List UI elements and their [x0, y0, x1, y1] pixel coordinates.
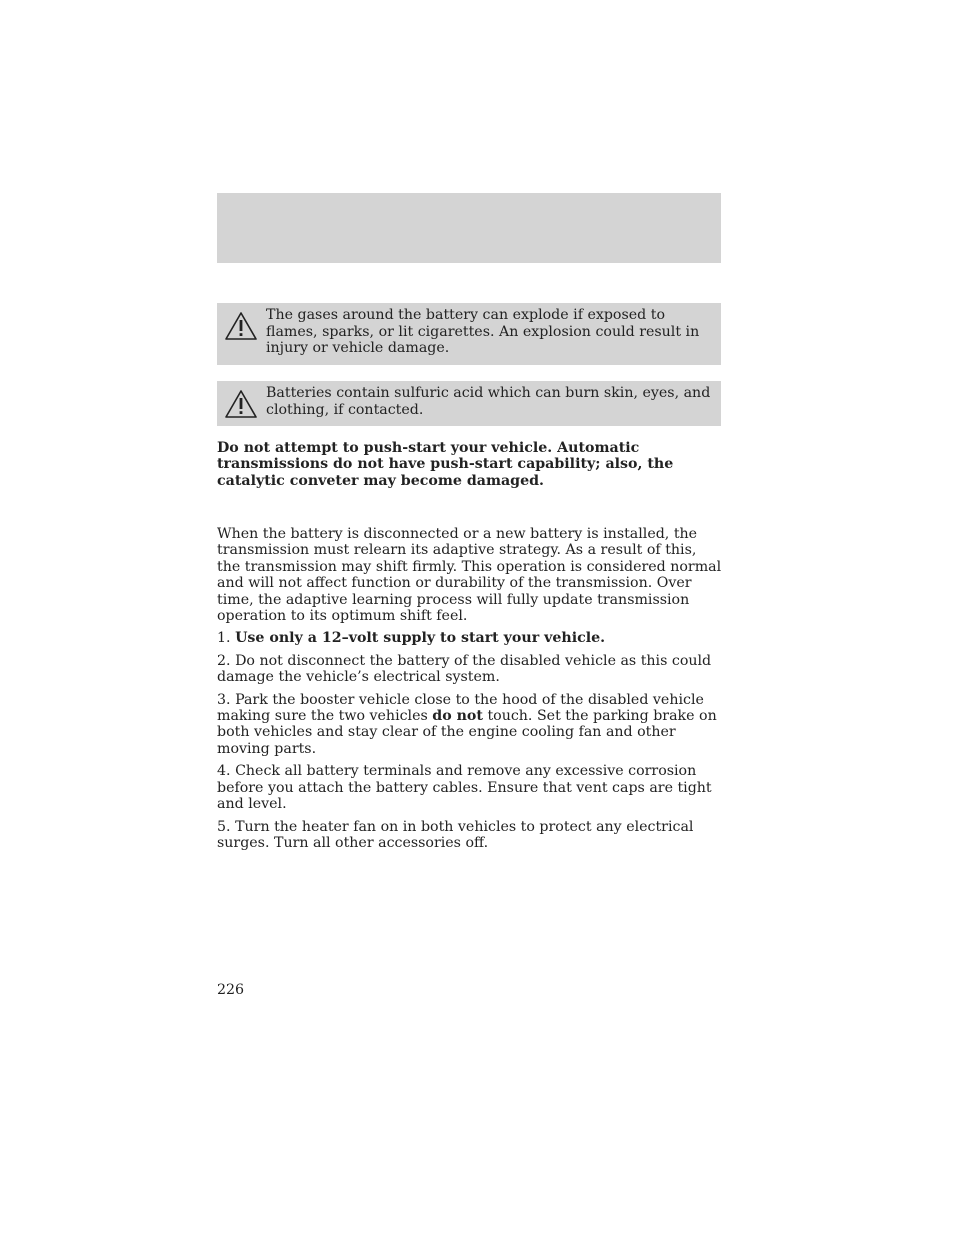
- page-number: 226: [217, 982, 245, 998]
- step-number: 2.: [217, 652, 231, 669]
- step-number: 5.: [217, 818, 231, 835]
- step-text: Do not disconnect the battery of the disabled vehicle as this could damage the vehicle’s electrical system.: [217, 652, 712, 686]
- step-5: [217, 819, 723, 852]
- step-text: Check all battery terminals and remove any excessive corrosion before you attach the battery cables. Ensure that vent caps are tight and level.: [217, 763, 712, 813]
- warning-triangle-icon: [224, 389, 258, 419]
- step-1: [217, 630, 723, 646]
- step-number: 1.: [217, 630, 231, 647]
- warning-box-acid: [217, 381, 721, 426]
- step-2: [217, 653, 723, 686]
- step-text: Park the booster vehicle close to the hood of the disabled vehicle making sure the two vehicles: [217, 691, 704, 725]
- push-start-note: Do not attempt to push-start your vehicle. Automatic transmissions do not have push-start capability; also, the catalytic conveter may become damaged.: [217, 440, 674, 489]
- warning-text: Batteries contain sulfuric acid which can burn skin, eyes, and clothing, if contacted.: [266, 385, 711, 418]
- warning-triangle-icon: [224, 311, 258, 341]
- warning-box-explosion: [217, 303, 721, 365]
- intro-paragraph: When the battery is disconnected or a new battery is installed, the transmission must relearn its adaptive strategy. As a result of this, the transmission may shift firmly. This operation is considered normal and will not affect function or durability of the transmission. Over time, the adaptive learning process will fully update transmission operation to its optimum shift feel.: [217, 526, 722, 625]
- step-text: touch. Set the parking brake on both vehicles and stay clear of the engine cooling fan and other moving parts.: [217, 708, 717, 757]
- step-bold-text: do not: [432, 708, 483, 725]
- step-number: 4.: [217, 763, 231, 780]
- step-4: [217, 763, 723, 812]
- body-text: [217, 526, 723, 857]
- step-bold-text: Use only a 12–volt supply to start your vehicle.: [235, 630, 606, 647]
- warning-text: The gases around the battery can explode if exposed to flames, sparks, or lit cigarettes. An explosion could result in injury or vehicle damage.: [266, 307, 700, 356]
- header-band: [217, 193, 721, 263]
- step-text: Turn the heater fan on in both vehicles to protect any electrical surges. Turn all other accessories off.: [217, 818, 694, 851]
- step-number: 3.: [217, 691, 231, 708]
- step-3: [217, 692, 723, 758]
